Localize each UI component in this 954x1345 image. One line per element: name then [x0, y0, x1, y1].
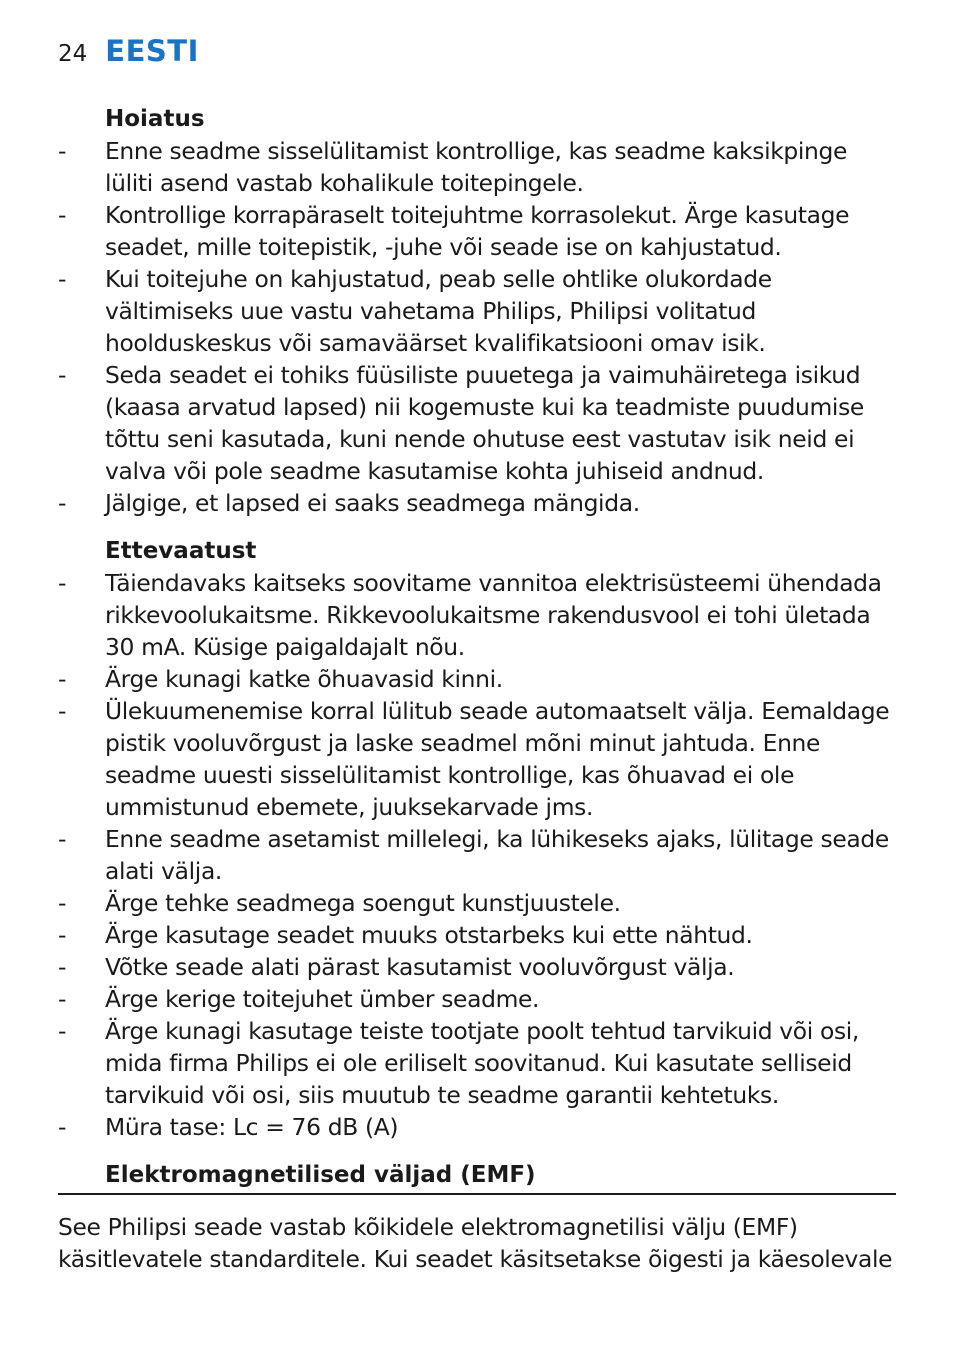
list-item: - Ülekuumenemise korral lülitub seade automaatselt välja. Eemaldage pistik vooluvõrgust ja laske seadmel mõni minut jahtuda. Enne seadme uuesti sisselülitamist kontrollige, kas õhuavad ei ole ummistunud ebemete, juuksekarvade jms. — [58, 697, 890, 821]
section-divider — [58, 1193, 896, 1195]
caution-heading: Ettevaatust — [105, 538, 257, 564]
page-number: 24 — [58, 41, 88, 67]
list-item: - Kui toitejuhe on kahjustatud, peab selle ohtlike olukordade vältimiseks uue vastu vahetama Philips, Philipsi volitatud hoolduskeskus või samaväärset kvalifikatsiooni omav isik. — [58, 265, 772, 357]
list-item: - Täiendavaks kaitseks soovitame vannitoa elektrisüsteemi ühendada rikkevoolukaitsme. Rikkevoolukaitsme rakendusvool ei tohi ületada 30 mA. Küsige paigaldajalt nõu. — [58, 569, 882, 661]
warning-heading: Hoiatus — [105, 106, 205, 132]
bullet-dash: - — [58, 1113, 67, 1141]
list-item: - Seda seadet ei tohiks füüsiliste puuetega ja vaimuhäiretega isikud (kaasa arvatud lapsed) nii kogemuste kui ka teadmiste puudumise tõttu seni kasutada, kuni nende ohutuse eest vastutav isik neid ei valva või pole seadme kasutamise kohta juhiseid andnud. — [58, 361, 864, 485]
list-item: - Ärge kasutage seadet muuks otstarbeks kui ette nähtud. — [58, 921, 753, 949]
bullet-dash: - — [58, 489, 67, 517]
bullet-dash: - — [58, 265, 67, 293]
page-content — [58, 103, 896, 1275]
warning-list — [58, 135, 896, 519]
list-item: - Ärge tehke seadmega soengut kunstjuustele. — [58, 889, 621, 917]
emf-heading: Elektromagnetilised väljad (EMF) — [105, 1162, 536, 1188]
list-item: - Võtke seade alati pärast kasutamist vooluvõrgust välja. — [58, 953, 735, 981]
bullet-dash: - — [58, 1017, 67, 1045]
bullet-dash: - — [58, 889, 67, 917]
bullet-dash: - — [58, 697, 67, 725]
list-item: - Kontrollige korrapäraselt toitejuhtme korrasolekut. Ärge kasutage seadet, mille toitepistik, -juhe või seade ise on kahjustatud. — [58, 201, 850, 261]
list-item: - Müra tase: Lc = 76 dB (A) — [58, 1113, 399, 1141]
bullet-dash: - — [58, 825, 67, 853]
list-item: - Enne seadme sisselülitamist kontrollige, kas seadme kaksikpinge lüliti asend vastab kohalikule toitepingele. — [58, 137, 848, 197]
bullet-dash: - — [58, 665, 67, 693]
list-item: - Ärge kunagi kasutage teiste tootjate poolt tehtud tarvikuid või osi, mida firma Philips ei ole eriliselt soovitanud. Kui kasutate selliseid tarvikuid või osi, siis muutub te seadme garantii kehtetuks. — [58, 1017, 860, 1109]
list-item: - Ärge kunagi katke õhuavasid kinni. — [58, 665, 503, 693]
list-item: - Ärge kerige toitejuhet ümber seadme. — [58, 985, 540, 1013]
bullet-dash: - — [58, 921, 67, 949]
bullet-dash: - — [58, 569, 67, 597]
bullet-dash: - — [58, 137, 67, 165]
bullet-dash: - — [58, 201, 67, 229]
caution-list — [58, 567, 896, 1143]
emf-paragraph: See Philipsi seade vastab kõikidele elektromagnetilisi välju (EMF) käsitlevatele standarditele. Kui seadet käsitsetakse õigesti ja käesolevale — [58, 1213, 893, 1273]
bullet-dash: - — [58, 985, 67, 1013]
bullet-dash: - — [58, 361, 67, 389]
bullet-dash: - — [58, 953, 67, 981]
language-label: EESTI — [105, 34, 199, 68]
page-header — [58, 34, 199, 74]
list-item: - Jälgige, et lapsed ei saaks seadmega mängida. — [58, 489, 640, 517]
list-item: - Enne seadme asetamist millelegi, ka lühikeseks ajaks, lülitage seade alati välja. — [58, 825, 889, 885]
